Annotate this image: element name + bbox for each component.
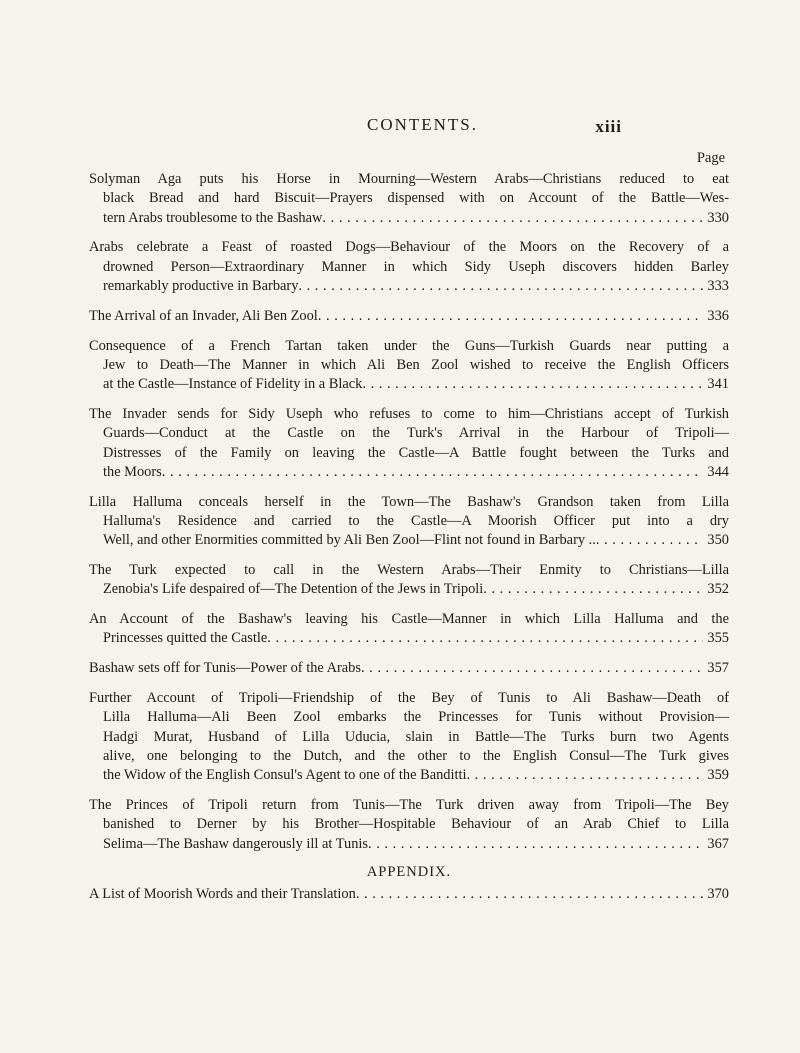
dot-leader [483,580,703,599]
entry-line: black Bread and hard Biscuit—Prayers dispensed with on Account of the Battle—Wes- [103,190,729,207]
entry-line: An Account of the Bashaw's leaving his Castle—Manner in which Lilla Halluma and the [89,611,729,628]
entry-line: Further Account of Tripoli—Friendship of the Bey of Tunis to Ali Bashaw—Death of [89,690,729,707]
entry-page-number: 357 [707,660,729,677]
dot-leader [162,463,703,482]
toc-entry [89,796,729,854]
folio: xiii [595,117,622,136]
entry-line: Jew to Death—The Manner in which Ali Ben Zool wished to receive the English Officers [103,356,729,373]
entry-line: banished to Derner by his Brother—Hospitable Behaviour of an Arab Chief to Lilla [103,816,729,833]
toc-entry [89,659,729,678]
entry-line: drowned Person—Extraordinary Manner in which Sidy Useph discovers hidden Barley [103,258,729,275]
appendix-heading: APPENDIX. [366,864,452,881]
toc-entry [89,405,729,482]
toc-entry [89,689,729,785]
entry-line: Lilla Halluma—Ali Been Zool embarks the Princesses for Tunis without Provision— [103,709,729,726]
dot-leader [362,375,703,394]
entry-last-line: at the Castle—Instance of Fidelity in a Black [103,376,363,393]
entry-page-number: 341 [707,376,729,393]
entry-line: The Turk expected to call in the Western Arabs—Their Enmity to Christians—Lilla [89,562,729,579]
entry-page-number: 336 [707,307,729,324]
entry-last-line: remarkably productive in Barbary [103,277,299,294]
entry-page-number: 355 [707,630,729,647]
entry-last-line: Selima—The Bashaw dangerously ill at Tunis [103,835,369,852]
toc-entry [89,610,729,649]
dot-leader [466,766,703,785]
appendix-page-number: 370 [707,886,729,903]
appendix-entry [89,885,729,904]
entry-line: The Invader sends for Sidy Useph who refuses to come to him—Christians accept of Turkish [89,405,729,422]
entry-page-number: 350 [707,532,729,549]
entry-leader-row [103,766,729,785]
toc-entry [89,337,729,395]
toc-entry [89,561,729,600]
entry-leader-row [103,580,729,599]
dot-leader [361,659,703,678]
entry-page-number: 344 [707,463,729,480]
entry-page-number: 352 [707,581,729,598]
entry-line: Halluma's Residence and carried to the Castle—A Moorish Officer put into a dry [103,512,729,529]
table-of-contents [89,170,729,915]
running-head [0,113,800,137]
entry-leader-row [103,209,729,228]
entry-last-line: Well, and other Enormities committed by Ali Ben Zool—Flint not found in Barbary .. [103,532,596,549]
dot-leader [322,209,703,228]
entry-leader-row [103,375,729,394]
running-title: CONTENTS. [366,115,479,134]
entry-page-number: 359 [707,767,729,784]
dot-leader [298,277,703,296]
entry-leader-row [103,531,729,550]
entry-last-line: Princesses quitted the Castle [103,630,268,647]
entry-line: The Princes of Tripoli return from Tunis—The Turk driven away from Tripoli—The Bey [89,797,729,814]
entry-line: Consequence of a French Tartan taken under the Guns—Turkish Guards near putting a [89,337,729,354]
entry-line: Arabs celebrate a Feast of roasted Dogs—Behaviour of the Moors on the Recovery of a [89,239,729,256]
entry-last-line: The Arrival of an Invader, Ali Ben Zool [89,307,318,324]
toc-entry [89,170,729,228]
entry-line: Lilla Halluma conceals herself in the Town—The Bashaw's Grandson taken from Lilla [89,493,729,510]
entry-last-line: tern Arabs troublesome to the Bashaw [103,209,323,226]
entry-leader-row [103,277,729,296]
toc-entry [89,307,729,326]
entry-last-line: the Widow of the English Consul's Agent to one of the Banditti [103,767,467,784]
entry-line: alive, one belonging to the Dutch, and the other to the English Consul—The Turk gives [103,747,729,764]
entry-last-line: Zenobia's Life despaired of—The Detention of the Jews in Tripoli [103,581,484,598]
entry-leader-row [103,463,729,482]
dot-leader [318,307,703,326]
entry-leader-row [89,885,729,904]
entry-line: Guards—Conduct at the Castle on the Turk's Arrival in the Harbour of Tripoli— [103,425,729,442]
page-column-label: Page [696,150,725,166]
entry-last-line: the Moors [103,463,162,480]
entry-page-number: 333 [707,277,729,294]
dot-leader [368,835,703,854]
entry-leader-row [103,835,729,854]
entry-line: Hadgi Murat, Husband of Lilla Uducia, slain in Battle—The Turks burn two Agents [103,728,729,745]
entry-leader-row [89,307,729,326]
entry-page-number: 330 [707,209,729,226]
dot-leader [267,629,703,648]
entry-last-line: Bashaw sets off for Tunis—Power of the Arabs [89,660,361,677]
appendix-entry-text: A List of Moorish Words and their Translation [89,886,356,903]
toc-entry [89,493,729,551]
entry-line: Solyman Aga puts his Horse in Mourning—Western Arabs—Christians reduced to eat [89,171,729,187]
dot-leader [356,885,703,904]
entry-leader-row [89,659,729,678]
toc-entry [89,238,729,296]
entry-leader-row [103,629,729,648]
entry-page-number: 367 [707,835,729,852]
dot-leader [596,531,703,550]
entry-line: Distresses of the Family on leaving the Castle—A Battle fought between the Turks and [103,444,729,461]
